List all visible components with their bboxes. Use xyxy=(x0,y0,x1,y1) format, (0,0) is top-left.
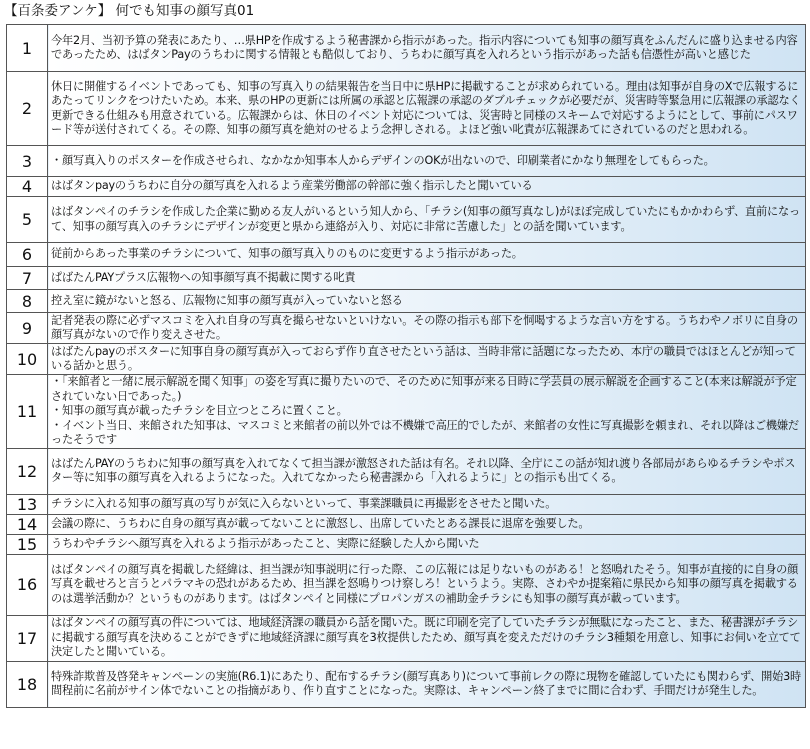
row-number: 10 xyxy=(7,344,48,375)
row-text: 特殊詐欺普及啓発キャンペーンの実施(R6.1)にあたり、配布するチラシ(顔写真あり)について事前レクの際に現物を確認していたにも関わらず、開始3時間程前に名前がサイン体でないことの指摘があり、作り直すことになった。実際は、キャンペーン終了までに間に合わず、手間だけが発生した。 xyxy=(48,661,806,707)
row-number: 16 xyxy=(7,554,48,615)
row-text: はばタンペイの顔写真の件については、地域経済課の職員から話を聞いた。既に印刷を完了していたチラシが無駄になったこと、また、秘書課がチラシに掲載する顔写真を決めることができずに地域経済課に顔写真を3枚提供したため、顔写真を変えただけのチラシ3種類を用意し、知事にお伺いを立てて決定したと聞いている。 xyxy=(48,615,806,661)
page-title: 【百条委アンケ】 何でも知事の顔写真01 xyxy=(4,3,255,19)
row-number: 15 xyxy=(7,534,48,554)
table-row xyxy=(7,197,806,243)
table-row xyxy=(7,661,806,707)
table-row xyxy=(7,267,806,290)
row-number: 14 xyxy=(7,514,48,534)
table-row xyxy=(7,534,806,554)
table-row xyxy=(7,615,806,661)
table-row xyxy=(7,290,806,313)
row-number: 7 xyxy=(7,267,48,290)
row-text: はばタンペイの顔写真を掲載した経緯は、担当課が知事説明に行った際、この広報には足りないものがある！と怒鳴れたそう。知事が直接的に自身の顔写真を載せろと言うとパラマキの恐れがあるため、担当課を怒鳴りつけ察しろ！というよう。実際、さわやか提案箱に県民から知事の顔写真を掲載するのは選挙活動か？というものがあります。はばタンペイと同様にプロパンガスの補助金チラシにも知事の顔写真が載っています。 xyxy=(48,554,806,615)
table-row xyxy=(7,375,806,449)
row-number: 17 xyxy=(7,615,48,661)
row-number: 18 xyxy=(7,661,48,707)
table-row xyxy=(7,25,806,72)
row-number: 12 xyxy=(7,448,48,494)
row-number: 3 xyxy=(7,146,48,177)
row-text: 休日に開催するイベントであっても、知事の写真入りの結果報告を当日中に県HPに掲載することが求められている。理由は知事が自身のXで広報するにあたってリンクをつけたいため。本来、県のHPの更新には所属の承認と広報課の承認のダブルチェックが必要だが、災害時等緊急用に広報課の承認なく更新できる仕組みも用意されている。広報課からは、休日のイベント対応については、災害時と同様のスキームで対応するようにとして、事前にパスワード等が送付されてくる。その際、知事の顔写真を絶対のせるよう念押しされる。よほど強い叱責が広報課あてにされているのだと思われる。 xyxy=(48,72,806,146)
table-row xyxy=(7,313,806,344)
survey-table xyxy=(6,24,806,708)
table-row xyxy=(7,554,806,615)
row-number: 8 xyxy=(7,290,48,313)
table-row xyxy=(7,494,806,514)
row-text: うちわやチラシへ顔写真を入れるよう指示があったこと、実際に経験した人から聞いた xyxy=(48,534,806,554)
table-row xyxy=(7,146,806,177)
row-text: 今年2月、当初予算の発表にあたり、…県HPを作成するよう秘書課から指示があった。指示内容についても知事の顔写真をふんだんに盛り込ませる内容であったため、はばタンPayのうちわに関する情報とも酷似しており、うちわに顔写真を入れろという指示があった話も信憑性が高いと感じた xyxy=(48,25,806,72)
row-text: はばタンpayのうちわに自分の顔写真を入れるよう産業労働部の幹部に強く指示したと聞いている xyxy=(48,177,806,197)
row-text: 従前からあった事業のチラシについて、知事の顔写真入りのものに変更するよう指示があった。 xyxy=(48,243,806,267)
row-text: はばタンペイのチラシを作成した企業に勤める友人がいるという知人から、「チラシ(知事の顔写真なし)がほぼ完成していたにもかかわらず、直前になって、知事の顔写真入のチラシにデザインが変更と県から連絡が入り、対応に非常に苦慮した」との話を聞いています。 xyxy=(48,197,806,243)
table-row xyxy=(7,72,806,146)
row-number: 5 xyxy=(7,197,48,243)
row-text: はばたんPAYのうちわに知事の顔写真を入れてなくて担当課が激怒された話は有名。それ以降、全庁にこの話が知れ渡り各部局があらゆるチラシやポスター等に知事の顔写真を入れるようになった。入れてなかったら秘書課から「入れるように」との指示も出てくる。 xyxy=(48,448,806,494)
table-row xyxy=(7,177,806,197)
row-text: 記者発表の際に必ずマスコミを入れ自身の写真を撮らせないといけない。その際の指示も部下を恫喝するような言い方をする。うちわやノボリに自身の顔写真がないので作り変えさせた。 xyxy=(48,313,806,344)
row-number: 6 xyxy=(7,243,48,267)
row-number: 2 xyxy=(7,72,48,146)
row-number: 11 xyxy=(7,375,48,449)
row-text: はばたんpayのポスターに知事自身の顔写真が入っておらず作り直させたという話は、当時非常に話題になったため、本庁の職員ではほとんどが知っている話かと思う。 xyxy=(48,344,806,375)
table-row xyxy=(7,243,806,267)
row-text: ・顔写真入りのポスターを作成させられ、なかなか知事本人からデザインのOKが出ないので、印刷業者にかなり無理をしてもらった。 xyxy=(48,146,806,177)
table-row xyxy=(7,514,806,534)
table-row xyxy=(7,344,806,375)
table-row xyxy=(7,448,806,494)
row-number: 13 xyxy=(7,494,48,514)
row-number: 4 xyxy=(7,177,48,197)
row-text: ・「来館者と一緒に展示解説を聞く知事」の姿を写真に撮りたいので、そのために知事が来る日時に学芸員の展示解説を企画すること(本来は解説が予定されていない日であった。) ・知事の顔写真が載ったチラシを目立つところに置くこと。 ・イベント当日、来館された知事は、マスコミと来館者の前以外では不機嫌で高圧的でしたが、来館者の女性に写真撮影を頼まれ、それ以降はご機嫌だったそうです xyxy=(48,375,806,449)
row-text: 会議の際に、うちわに自身の顔写真が載ってないことに激怒し、出席していたとある課長に退席を強要した。 xyxy=(48,514,806,534)
row-text: ぱばたんPAYプラス広報物への知事顔写真不掲載に関する叱責 xyxy=(48,267,806,290)
row-text: 控え室に鏡がないと怒る、広報物に知事の顔写真が入っていないと怒る xyxy=(48,290,806,313)
row-text: チラシに入れる知事の顔写真の写りが気に入らないといって、事業課職員に再撮影をさせたと聞いた。 xyxy=(48,494,806,514)
row-number: 1 xyxy=(7,25,48,72)
row-number: 9 xyxy=(7,313,48,344)
